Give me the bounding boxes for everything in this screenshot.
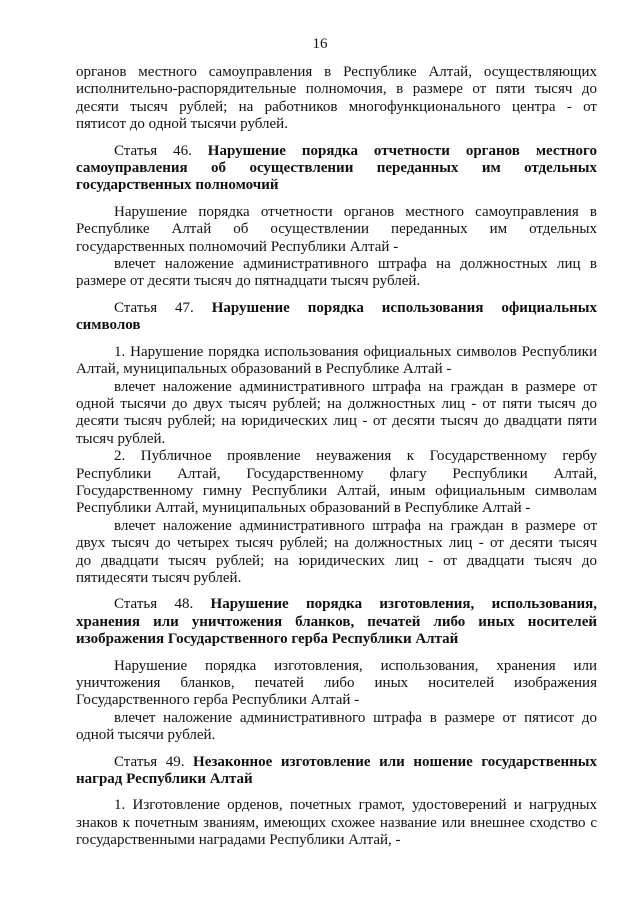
text-line: Алтай, муниципальных образований в Республике Алтай - — [76, 361, 452, 378]
article-label: Статья 46. — [114, 142, 192, 159]
text-line: органов местного самоуправления в Республике Алтай, осуществляющих — [76, 64, 597, 80]
text-line: уничтожения бланков, печатей либо иных носителей изображения — [76, 675, 597, 691]
text-line: влечет наложение административного штрафа в размере от пятисот до — [114, 709, 597, 726]
heading-line — [76, 143, 597, 160]
text-line: влечет наложение административного штрафа на граждан в размере от — [114, 517, 597, 534]
article-label: Статья 47. — [114, 299, 194, 316]
text-line: влечет наложение административного штрафа на должностных лиц в — [114, 256, 597, 273]
text-line: государственными наградами Республики Алтай, - — [76, 832, 401, 849]
text-line: 1. Нарушение порядка использования официальных символов Республики — [114, 343, 597, 360]
paragraph — [76, 518, 597, 588]
paragraph — [76, 204, 597, 256]
text-line: Республики Алтай, Государственному флагу Республики Алтай, — [76, 465, 597, 482]
text-line: до двадцати тысяч рублей; на юридических лиц - от двадцати тысяч до — [76, 552, 597, 569]
text-line: тысяч рублей. — [76, 430, 166, 447]
text-line: двух тысяч до четырех тысяч рублей; на должностных лиц - от десяти тысяч — [76, 535, 597, 552]
paragraph — [76, 448, 597, 518]
article-title: Незаконное изготовление или ношение государственных — [193, 753, 598, 770]
heading-line: изображения Государственного герба Республики Алтай — [76, 631, 459, 648]
text-line: Нарушение порядка изготовления, использования, хранения или — [114, 657, 597, 674]
article-heading — [76, 596, 597, 648]
text-line: Нарушение порядка отчетности органов местного самоуправления в — [114, 203, 597, 220]
heading-line: наград Республики Алтай — [76, 771, 253, 788]
article-title: Нарушение порядка изготовления, использования, — [210, 596, 597, 613]
paragraph — [76, 344, 597, 379]
article-title: Нарушение порядка использования официальных — [211, 299, 597, 316]
paragraph — [76, 658, 597, 710]
paragraph — [76, 710, 597, 745]
text-line: государственных полномочий Республики Алтай - — [76, 238, 399, 255]
text-line: Республике Алтай об осуществлении переданных им отдельных — [76, 221, 597, 238]
article-label: Статья 48. — [114, 596, 194, 613]
heading-line — [76, 596, 597, 613]
article-heading — [76, 143, 597, 195]
heading-line — [76, 300, 597, 317]
text-line: одной тысячи рублей. — [76, 727, 216, 744]
heading-line: символов — [76, 317, 141, 334]
article-title: Нарушение порядка отчетности органов местного — [207, 142, 597, 159]
heading-line: самоуправления об осуществлении переданных им отдельных — [76, 160, 597, 177]
article-heading — [76, 754, 597, 789]
text-line: Государственному гимну Республики Алтай, иным официальным символам — [76, 482, 597, 499]
text-line: десяти тысяч рублей; на юридических лиц - от десяти тысяч до двадцати пяти — [76, 413, 597, 430]
text-line: Государственного герба Республики Алтай - — [76, 692, 360, 709]
paragraph — [76, 64, 597, 134]
heading-line: государственных полномочий — [76, 177, 279, 194]
text-line: пятисот до одной тысячи рублей. — [76, 116, 288, 133]
text-line: знаков к почетным званиям, имеющих схожее название или внешнее сходство с — [76, 814, 597, 831]
article-heading — [76, 300, 597, 335]
text-line: исполнительно-распорядительные полномочия, в размере от пяти тысяч до — [76, 81, 597, 98]
text-line: десяти тысяч рублей; на работников многофункционального центра - от — [76, 98, 597, 115]
paragraph — [76, 256, 597, 291]
heading-line — [76, 754, 597, 771]
text-line: 2. Публичное проявление неуважения к Государственному гербу — [114, 448, 597, 465]
heading-line: хранения или уничтожения бланков, печатей либо иных носителей — [76, 613, 597, 630]
paragraph — [76, 797, 597, 849]
text-line: размере от десяти тысяч до пятнадцати тысяч рублей. — [76, 273, 421, 290]
text-line: одной тысячи до двух тысяч рублей; на должностных лиц - от пяти тысяч до — [76, 395, 597, 412]
text-line: пятидесяти тысяч рублей. — [76, 569, 242, 586]
article-label: Статья 49. — [114, 753, 185, 770]
paragraph — [76, 379, 597, 449]
text-line: 1. Изготовление орденов, почетных грамот, удостоверений и нагрудных — [114, 797, 597, 814]
text-line: влечет наложение административного штрафа на граждан в размере от — [114, 378, 597, 395]
page-number: 16 — [312, 36, 328, 52]
text-line: Республики Алтай, муниципальных образований в Республике Алтай - — [76, 500, 531, 517]
document-body — [76, 64, 597, 850]
